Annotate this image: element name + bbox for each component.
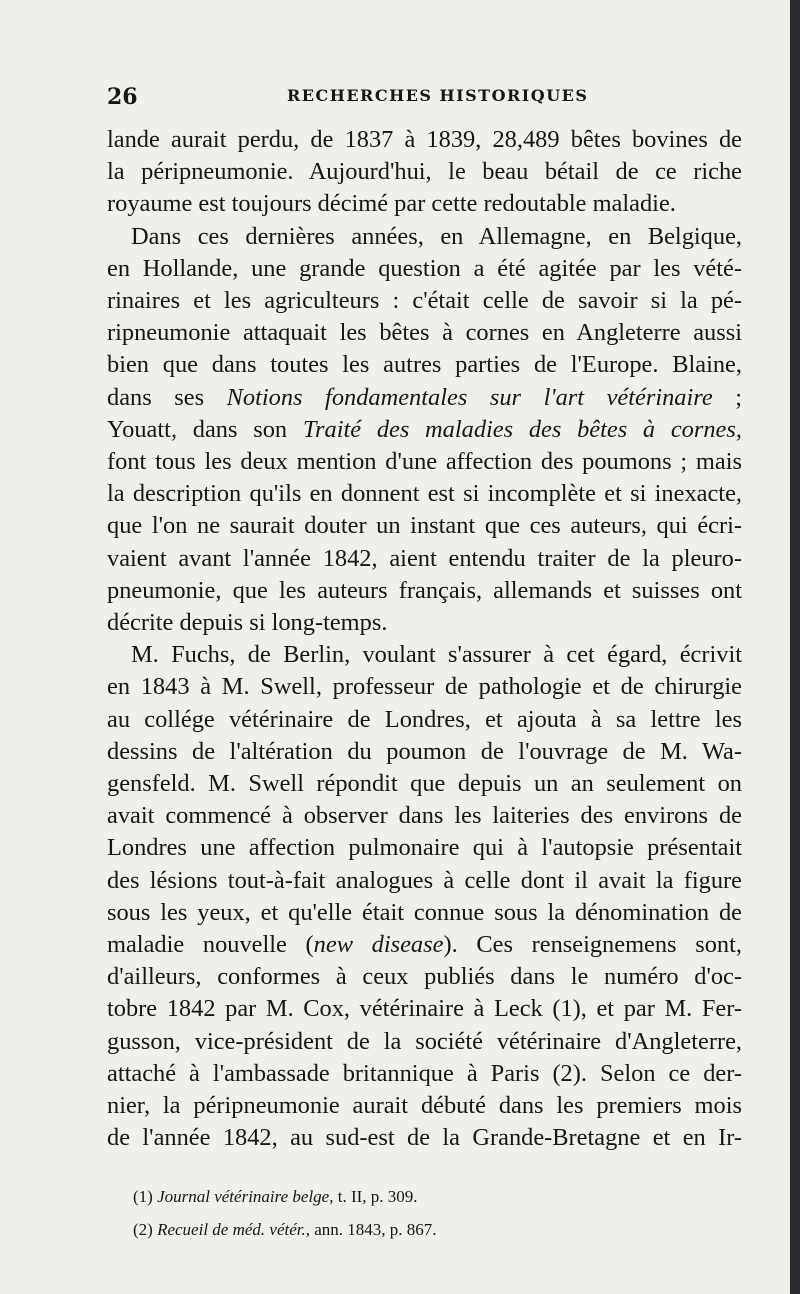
text-line: la description qu'ils en donnent est si incomplète et si inexacte, [107, 480, 742, 508]
text-line-with-title [107, 382, 742, 414]
text-line: en Hollande, une grande question a été agitée par les vété- [107, 254, 742, 282]
paragraph-3 [107, 639, 742, 1154]
text-line: font tous les deux mention d'une affection des poumons ; mais [107, 448, 742, 476]
text-line: vaient avant l'année 1842, aient entendu traiter de la pleuro- [107, 544, 742, 572]
text-line: des lésions tout-à-fait analogues à celle dont il avait la figure [107, 866, 742, 894]
text-line: bien que dans toutes les autres parties de l'Europe. Blaine, [107, 351, 742, 379]
text-line: attaché à l'ambassade britannique à Paris (2). Selon ce der- [107, 1059, 742, 1087]
footnote-source-italic: Journal vétérinaire belge [157, 1187, 330, 1206]
text-line: dessins de l'altération du poumon de l'ouvrage de M. Wa- [107, 737, 742, 765]
paragraph-1 [107, 124, 742, 221]
text-line: nier, la péripneumonie aurait débuté dans les premiers mois [107, 1092, 742, 1120]
text-line: royaume est toujours décimé par cette redoutable maladie. [107, 190, 676, 218]
running-title: RECHERCHES HISTORIQUES [287, 86, 589, 105]
text-line: d'ailleurs, conformes à ceux publiés dans le numéro d'oc- [107, 963, 742, 991]
page-number: 26 [107, 84, 138, 110]
text-run: , [735, 415, 742, 443]
text-line: avait commencé à observer dans les laiteries des environs de [107, 802, 742, 830]
text-line-with-title [107, 414, 742, 446]
text-line: ripneumonie attaquait les bêtes à cornes en Angleterre aussi [107, 319, 742, 347]
text-line: rinaires et les agriculteurs : c'était celle de savoir si la pé- [107, 287, 742, 315]
text-line: la péripneumonie. Aujourd'hui, le beau bétail de ce riche [107, 158, 742, 186]
body-text [107, 124, 742, 1155]
text-line: Londres une affection pulmonaire qui à l'autopsie présentait [107, 834, 742, 862]
text-line: de l'année 1842, au sud-est de la Grande-Bretagne et en Ir- [107, 1124, 742, 1152]
footnote-2 [133, 1213, 437, 1246]
text-line: sous les yeux, et qu'elle était connue sous la dénomination de [107, 898, 742, 926]
text-run: ; [712, 383, 742, 411]
paragraph-2 [107, 221, 742, 640]
text-run: maladie nouvelle ( [107, 931, 314, 959]
text-line: en 1843 à M. Swell, professeur de pathologie et de chirurgie [107, 673, 742, 701]
text-run: ). Ces renseignemens sont, [443, 931, 742, 959]
footnotes [133, 1180, 437, 1246]
text-line: gensfeld. M. Swell répondit que depuis un an seulement on [107, 770, 742, 798]
text-line: que l'on ne saurait douter un instant que ces auteurs, qui écri- [107, 512, 742, 540]
footnote-ref: , ann. 1843, p. 867. [305, 1220, 437, 1239]
text-line: Dans ces dernières années, en Allemagne, en Belgique, [131, 222, 742, 250]
text-line: décrite depuis si long-temps. [107, 609, 388, 637]
footnote-source-italic: Recueil de méd. vétér. [157, 1220, 306, 1239]
footnote-marker: (2) [133, 1220, 153, 1239]
text-line: au collége vétérinaire de Londres, et ajouta à sa lettre les [107, 705, 742, 733]
text-run: dans ses [107, 383, 227, 411]
text-line-with-term [107, 929, 742, 961]
footnote-1 [133, 1180, 437, 1213]
text-line: gusson, vice-président de la société vétérinaire d'Angleterre, [107, 1027, 742, 1055]
footnote-ref: , t. II, p. 309. [329, 1187, 418, 1206]
book-title-italic: Notions fondamentales sur l'art vétérinaire [226, 383, 713, 411]
term-italic: new disease [313, 931, 444, 959]
text-line: tobre 1842 par M. Cox, vétérinaire à Leck (1), et par M. Fer- [107, 995, 742, 1023]
book-title-italic: Traité des maladies des bêtes à cornes [302, 415, 736, 443]
text-line: pneumonie, que les auteurs français, allemands et suisses ont [107, 576, 742, 604]
text-line: M. Fuchs, de Berlin, voulant s'assurer à cet égard, écrivit [131, 641, 742, 669]
footnote-marker: (1) [133, 1187, 153, 1206]
text-run: Youatt, dans son [107, 415, 303, 443]
text-line: lande aurait perdu, de 1837 à 1839, 28,489 bêtes bovines de [107, 126, 742, 153]
running-head [107, 84, 742, 124]
